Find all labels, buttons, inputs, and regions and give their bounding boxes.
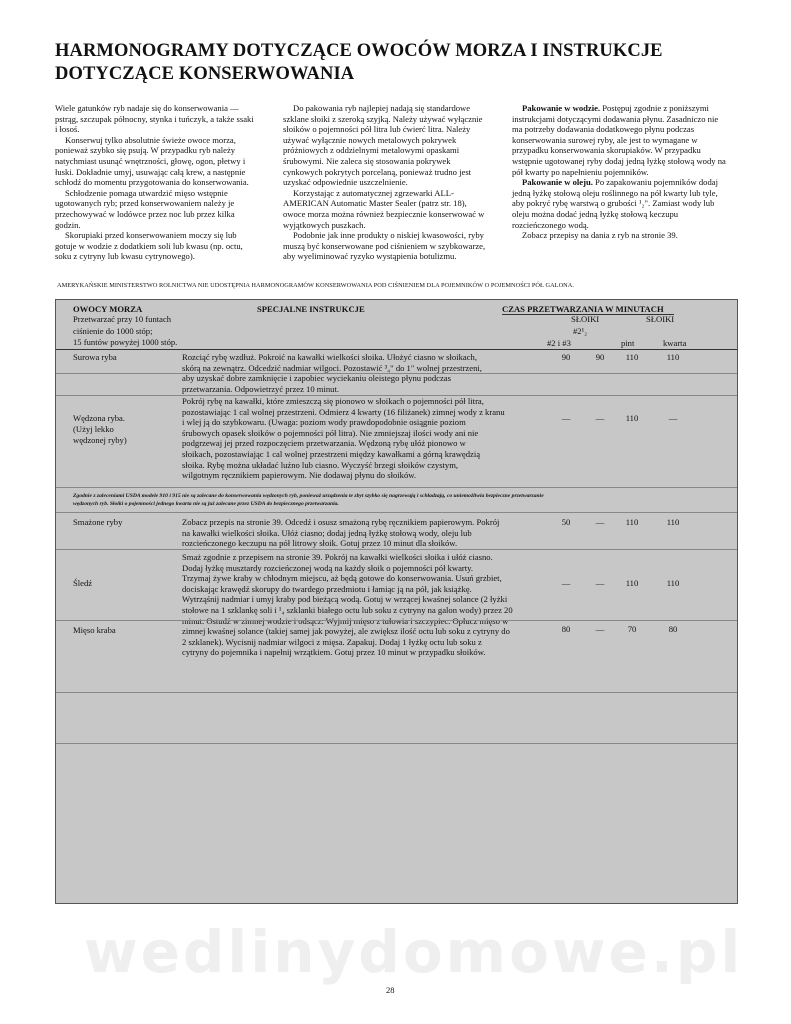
time-value: —	[561, 413, 571, 423]
header-size-25: #2¹₂	[573, 326, 588, 336]
paragraph: Schłodzenie pomaga utwardzić mięso wstępnie ugotowanych ryb; przed konserwowaniem należy je przechowywać w lodówce przez noc lub przez kilka godzin.	[55, 187, 235, 230]
text-column-3	[512, 103, 726, 241]
instruction-line: słoikach, pozostawiając 1 cal wolnej przestrzeni między kawałkami a górną krawędzią	[182, 448, 481, 459]
instruction-line: i wlej ją do szybkowaru. (Uwaga: poziom wody prawdopodobnie osiągnie poziom	[182, 417, 466, 428]
instruction-line: Smaż zgodnie z przepisem na stronie 39. Pokrój na kawałki wielkości słoika i ułóż ciasno.	[182, 552, 493, 562]
header-note-3: 15 funtów powyżej 1000 stóp.	[73, 337, 178, 347]
time-value: 50	[561, 517, 571, 527]
time-value: 110	[625, 578, 639, 588]
header-jars-1: SŁOIKI	[571, 314, 600, 324]
time-value: 110	[625, 517, 639, 527]
instruction-line: na kawałki wielkości słoika. Ułóż ciasno; dodaj jedną łyżkę stołową wody, oleju lub	[182, 527, 472, 538]
instruction-line: Dodaj łyżkę musztardy rozcieńczonej wodą na każdy słoik o pojemności pół kwarty.	[182, 562, 474, 573]
instruction-line: śrubowych opasek słoików o pojemności pół litra). Nie zmniejszaj ilości wody ani nie	[182, 427, 479, 438]
time-value: 110	[666, 352, 680, 362]
processing-table	[55, 299, 738, 904]
header-special-instructions: SPECJALNE INSTRUKCJE	[257, 304, 365, 314]
time-value: 90	[595, 352, 605, 362]
instruction-line: dociskając krawędź skorupy do twardego przedmiotu i łamiąc ją na pół, jak książkę.	[182, 583, 472, 594]
text-column-1	[55, 103, 255, 262]
instruction-line: wilgotnym ręcznikiem papierowym. Nie dodawaj płynu do słoików.	[182, 470, 417, 481]
title-line-1: HARMONOGRAMY DOTYCZĄCE OWOCÓW MORZA I INSTRUKCJE	[55, 41, 663, 61]
text-column-2	[283, 103, 490, 262]
time-value: —	[595, 578, 605, 588]
row-instructions-smoked-fish	[182, 396, 562, 481]
footnote-line: Zgodnie z zaleceniami USDA modele 910 i 915 nie są zalecane do konserwowania wędzonych ryb, ponieważ urządzenia te zbyt szybko się nagrzewają i schładzają, co uniemożliwia bezpieczne przetwarzanie	[73, 493, 544, 499]
paragraph: Do pakowania ryb najlepiej nadają się standardowe szklane słoiki z szeroką szyjką. Należy używać wyłącznie słoików o pojemności pół litra lub ćwierć litra. Należy używać wyłącznie nowych metalowych pokrywek próżniowych z oddzielnymi metalowymi opaskami śrubowymi. Nie zaleca się stosowania pokrywek cynkowych pokrytych porcelaną, ponieważ trudno jest uzyskać odpowiednie uszczelnienie.	[283, 103, 483, 188]
table-footnote	[73, 493, 728, 508]
page-title	[55, 40, 735, 86]
paragraph: Wiele gatunków ryb nadaje się do konserwowania — pstrąg, szczupak północny, stynka i tuńczyk, a także ssaki i łosoś.	[55, 103, 254, 135]
paragraph: Skorupiaki przed konserwowaniem moczy się lub gotuje w wodzie z dodatkiem soli lub kwasu (np. octu, soku z cytryny lub kwasu cytrynowego).	[55, 230, 243, 262]
header-jars-2: SŁOIKI	[646, 314, 675, 324]
header-size-2-3: #2 i #3	[547, 338, 571, 348]
header-note-1: Przetwarzać przy 10 funtach	[73, 314, 172, 324]
row-name-crab-meat: Mięso kraba	[73, 625, 116, 635]
instruction-line: Trzymaj żywe kraby w chłodnym miejscu, aż będą gotowe do konserwowania. Usuń grzbiet,	[182, 573, 502, 584]
instruction-line: Pokrój rybę na kawałki, które zmieszczą się pionowo w słoikach o pojemności pół litra,	[182, 396, 484, 406]
time-value: 110	[666, 578, 680, 588]
instruction-line: skórą na zewnątrz. Odcedzić nadmiar wilgoci. Pozostawić ³₄" do 1" wolnej przestrzeni,	[182, 362, 482, 373]
instruction-line: pozostawiając 1 cal wolnej przestrzeni. Odmierz 4 kwarty (16 filiżanek) zimnej wody z kranu	[182, 406, 505, 417]
paragraph	[512, 177, 726, 230]
heading-oil-pack: Pakowanie w oleju.	[522, 177, 593, 188]
instruction-line: zimnej kwaśnej solance (takiej samej jak powyżej, ale zwiększ ilość octu lub soku z cytryny do	[182, 626, 510, 637]
instruction-line: Rozciąć rybę wzdłuż. Pokroić na kawałki wielkości słoika. Ułożyć ciasno w słoikach,	[182, 352, 477, 362]
usda-notice: AMERYKAŃSKIE MINISTERSTWO ROLNICTWA NIE UDOSTĘPNIA HARMONOGRAMÓW KONSERWOWANIA POD CIŚNIENIEM DLA POJEMNIKÓW O POJEMNOŚCI PÓŁ GALONA.	[57, 282, 574, 289]
time-value: —	[595, 517, 605, 527]
header-seafood: OWOCY MORZA	[73, 304, 143, 314]
time-value: —	[561, 578, 571, 588]
paragraph-text: Postępuj zgodnie z poniższymi instrukcjami dotyczącymi dodawania płynu. Zasadniczo nie ma potrzeby dodawania dodatkowego płynu podczas konserwowania surowej ryby, ale jest to wymagane w przypadku konserwowania skorupiaków. W przypadku wstępnie ugotowanej ryby dodaj jedną łyżkę stołową wody na pół kwarty po napełnieniu pojemników.	[512, 103, 726, 177]
header-quart: kwarta	[663, 338, 687, 348]
instruction-line: słoika. Rybę można układać luźno lub ciasno. Wyczyść brzegi słoików czystym,	[182, 459, 459, 470]
row-name-smoked-fish-note: (Użyj lekko	[73, 424, 114, 434]
row-name-fried-fish: Smażone ryby	[73, 517, 123, 527]
row-instructions-fried-fish	[182, 517, 562, 549]
instruction-line: Zobacz przepis na stronie 39. Odcedź i osusz smażoną rybę ręcznikiem papierowym. Pokrój	[182, 517, 500, 527]
instruction-line: stołowe na 1 szklankę soli i ¹₄ szklanki białego octu lub soku z cytryny na galon wody) przez 20	[182, 604, 513, 615]
instruction-line: aby uzyskać dobre zamknięcie i zapobiec wyciekaniu oleistego płynu podczas	[182, 373, 451, 384]
instruction-line: przetwarzania. Odpowietrzyć przez 10 minut.	[182, 383, 340, 394]
heading-water-pack: Pakowanie w wodzie.	[522, 103, 601, 113]
header-processing-time: CZAS PRZETWARZANIA W MINUTACH	[502, 304, 664, 314]
header-note-2: ciśnienie do 1000 stóp;	[73, 326, 153, 336]
time-value: 80	[561, 624, 571, 634]
watermark: wedlinydomowe.pl	[84, 918, 744, 986]
time-value: 70	[627, 624, 637, 634]
instruction-line: rozcieńczonego keczupu na pół litrowy słoik. Gotuj przez 10 minut dla słoików.	[182, 538, 458, 549]
paragraph-text: Po zapakowaniu pojemników dodaj jedną łyżkę stołową oleju roślinnego na pół kwarty lub tyle, aby pokryć rybę warstwą o grubości ¹₂". Zamiast wody lub oleju można dodać jedną łyżkę stołową keczupu rozcieńczonego wodą.	[512, 177, 718, 230]
paragraph: Podobnie jak inne produkty o niskiej kwasowości, ryby muszą być konserwowane pod ciśnieniem w szybkowarze, aby wyeliminować ryzyko wystąpienia botulizmu.	[283, 230, 486, 262]
time-value: 80	[668, 624, 678, 634]
time-value: 110	[625, 413, 639, 423]
time-value: 110	[666, 517, 680, 527]
title-line-2: DOTYCZĄCE KONSERWOWANIA	[55, 64, 355, 84]
instruction-line: 2 szklanek). Wycisnij nadmiar wilgoci z mięsa. Zapakuj. Dodaj 1 łyżkę octu lub soku z	[182, 636, 482, 647]
time-value: 110	[625, 352, 639, 362]
instruction-line: podgrzewaj jej przed rozpoczęciem przetwarzania. Wędzoną rybę ułóż pionowo w	[182, 438, 466, 449]
instruction-line: cytryny do pojemnika i napełnij wrzątkiem. Gotuj przez 10 minut w przypadku słoików.	[182, 647, 486, 658]
time-value: 90	[561, 352, 571, 362]
row-name-smoked-fish: Wędzona ryba.	[73, 413, 126, 423]
footnote-line: wędzonych ryb. Słoiki o pojemności jednego kwarta nie są już zalecane przez USDA do bezpiecznego przetwarzania.	[73, 500, 339, 507]
header-pint: pint	[621, 338, 635, 348]
time-value: —	[595, 624, 605, 634]
paragraph: Konserwuj tylko absolutnie świeże owoce morza, ponieważ szybko się psują. W przypadku ryb należy natychmiast usunąć wnętrzności, głowę, ogon, płetwy i łuski. Dokładnie umyj, usuwając całą krew, a następnie schłodź do momentu przygotowania do konserwowania.	[55, 134, 249, 188]
page-number: 28	[386, 985, 395, 995]
row-name-herring: Śledź	[73, 578, 93, 588]
paragraph	[512, 103, 726, 177]
row-name-smoked-fish-note: wędzonej ryby)	[73, 435, 127, 445]
instruction-line: Wytrząśnij nadmiar i umyj kraby pod bieżącą wodą. Gotuj w wrzącej kwaśnej solance (2 łyżki	[182, 594, 508, 605]
row-name-raw-fish: Surowa ryba	[73, 352, 117, 362]
time-value: —	[668, 413, 678, 423]
paragraph: Korzystając z automatycznej zgrzewarki ALL-AMERICAN Automatic Master Sealer (patrz str. 18), owoce morza można również bezpiecznie konserwować w wyjątkowych puszkach.	[283, 187, 485, 230]
paragraph: Zobacz przepisy na dania z ryb na stronie 39.	[522, 230, 678, 241]
time-value: —	[595, 413, 605, 423]
row-instructions-herring	[182, 552, 562, 658]
instruction-line: minut. Ostudź w zimnej wodzie i odsącz. Wyjmij mięso z tułowia i szczypiec. Opłucz mięso w	[182, 615, 509, 626]
